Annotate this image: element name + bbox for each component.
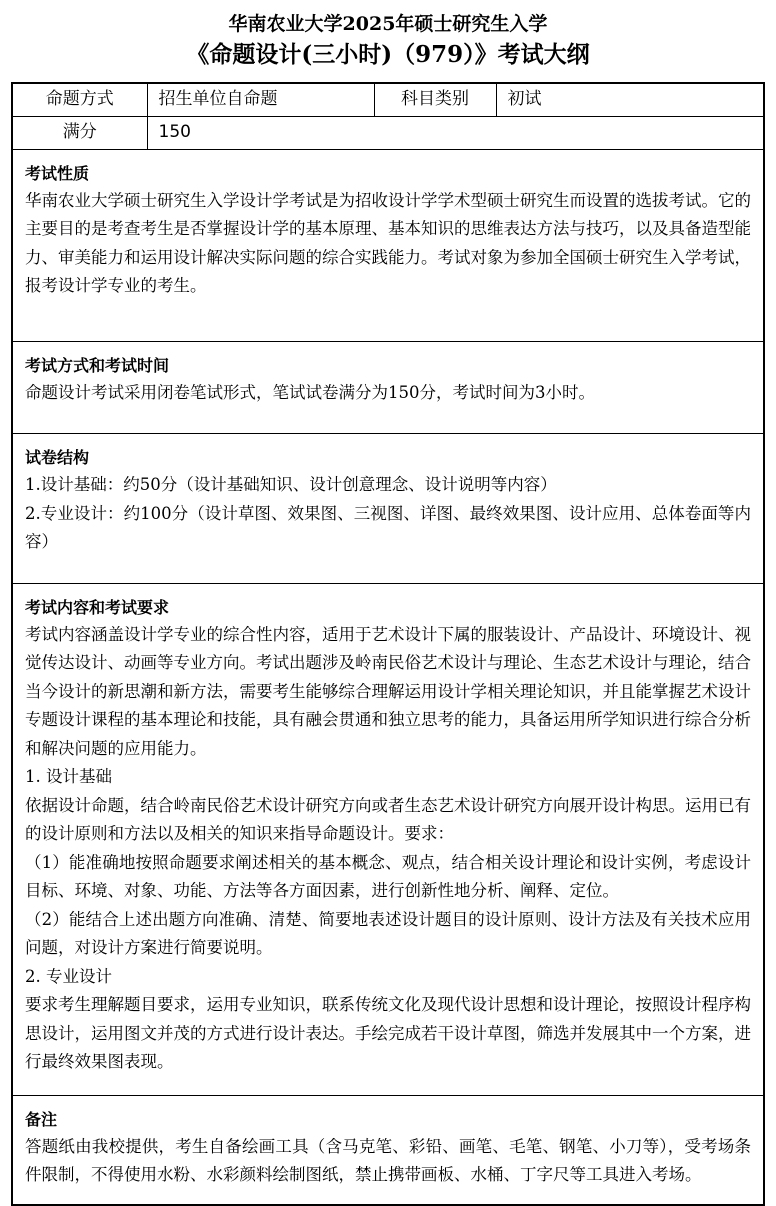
section-row-paper-structure <box>12 434 764 584</box>
section-paragraph: 要求考生理解题目要求，运用专业知识，联系传统文化及现代设计思想和设计理论，按照设计程序构思设计，运用图文并茂的方式进行设计表达。手绘完成若干设计草图，筛选并发展其中一个方案，进行最终效果图表现。 <box>25 995 751 1071</box>
syllabus-table <box>11 82 765 1206</box>
section-exam-nature <box>12 149 764 341</box>
section-paragraph: 考试内容涵盖设计学专业的综合性内容，适用于艺术设计下属的服装设计、产品设计、环境设计、视觉传达设计、动画等专业方向。考试出题涉及岭南民俗艺术设计与理论、生态艺术设计与理论，结合当今设计的新思潮和新方法，需要考生能够综合理解运用设计学相关理论知识，并且能掌握艺术设计专题设计课程的基本理论和技能，具有融会贯通和独立思考的能力，具备运用所学知识进行综合分析和解决问题的应用能力。 <box>25 624 751 758</box>
section-heading: 备注 <box>25 1109 58 1129</box>
title-line-university: 华南农业大学2025年硕士研究生入学 <box>228 13 548 35</box>
section-subheading-design-basics: 1. 设计基础 <box>25 767 112 786</box>
section-heading: 考试内容和考试要求 <box>25 597 170 617</box>
section-paper-structure <box>12 434 764 584</box>
title-line-subject: 《命题设计(三小时)（979）》考试大纲 <box>186 41 590 68</box>
section-paragraph: 2.专业设计：约100分（设计草图、效果图、三视图、详图、最终效果图、设计应用、总体卷面等内容） <box>25 503 751 551</box>
label-subject-category: 科目类别 <box>374 83 496 116</box>
section-subheading-professional-design: 2. 专业设计 <box>25 966 112 986</box>
section-row-exam-nature <box>12 149 764 341</box>
label-proposition-mode: 命题方式 <box>12 83 147 116</box>
section-paragraph-item-1: （1）能准确地按照命题要求阐述相关的基本概念、观点，结合相关设计理论和设计实例，考虑设计目标、环境、对象、功能、方法等各方面因素，进行创新性地分析、阐释、定位。 <box>25 852 751 900</box>
section-paragraph: 1.设计基础：约50分（设计基础知识、设计创意理念、设计说明等内容） <box>25 475 557 494</box>
table-row-full-score <box>12 116 764 149</box>
section-heading: 试卷结构 <box>25 448 90 467</box>
section-heading: 考试方式和考试时间 <box>25 355 170 375</box>
section-row-exam-method-time <box>12 341 764 434</box>
section-exam-content-requirements <box>12 583 764 1095</box>
document-title-block <box>0 0 776 71</box>
section-paragraph: 答题纸由我校提供，考生自备绘画工具（含马克笔、彩铅、画笔、毛笔、钢笔、小刀等），受考场条件限制，不得使用水粉、水彩颜料绘制图纸，禁止携带画板、水桶、丁字尺等工具进入考场。 <box>25 1136 751 1184</box>
section-paragraph-item-2: （2）能结合上述出题方向准确、清楚、简要地表述设计题目的设计原则、设计方法及有关技术应用问题，对设计方案进行简要说明。 <box>25 909 751 957</box>
value-proposition-mode: 招生单位自命题 <box>147 83 374 116</box>
section-row-exam-content-requirements <box>12 583 764 1095</box>
section-remarks <box>12 1095 764 1205</box>
section-heading: 考试性质 <box>25 163 90 183</box>
section-paragraph: 华南农业大学硕士研究生入学设计学考试是为招收设计学学术型硕士研究生而设置的选拔考试。它的主要目的是考查考生是否掌握设计学的基本原理、基本知识的思维表达方法与技巧，以及具备造型能力、审美能力和运用设计解决实际问题的综合实践能力。考试对象为参加全国硕士研究生入学考试，报考设计学专业的考生。 <box>25 190 751 295</box>
section-paragraph: 命题设计考试采用闭卷笔试形式，笔试试卷满分为150分，考试时间为3小时。 <box>25 382 595 402</box>
table-row-proposition-mode <box>12 83 764 116</box>
value-subject-category: 初试 <box>496 83 764 116</box>
value-full-score: 150 <box>147 116 764 149</box>
section-exam-method-time <box>12 341 764 434</box>
label-full-score: 满分 <box>12 116 147 149</box>
section-row-remarks <box>12 1095 764 1205</box>
section-paragraph: 依据设计命题，结合岭南民俗艺术设计研究方向或者生态艺术设计研究方向展开设计构思。运用已有的设计原则和方法以及相关的知识来指导命题设计。要求： <box>25 795 751 843</box>
